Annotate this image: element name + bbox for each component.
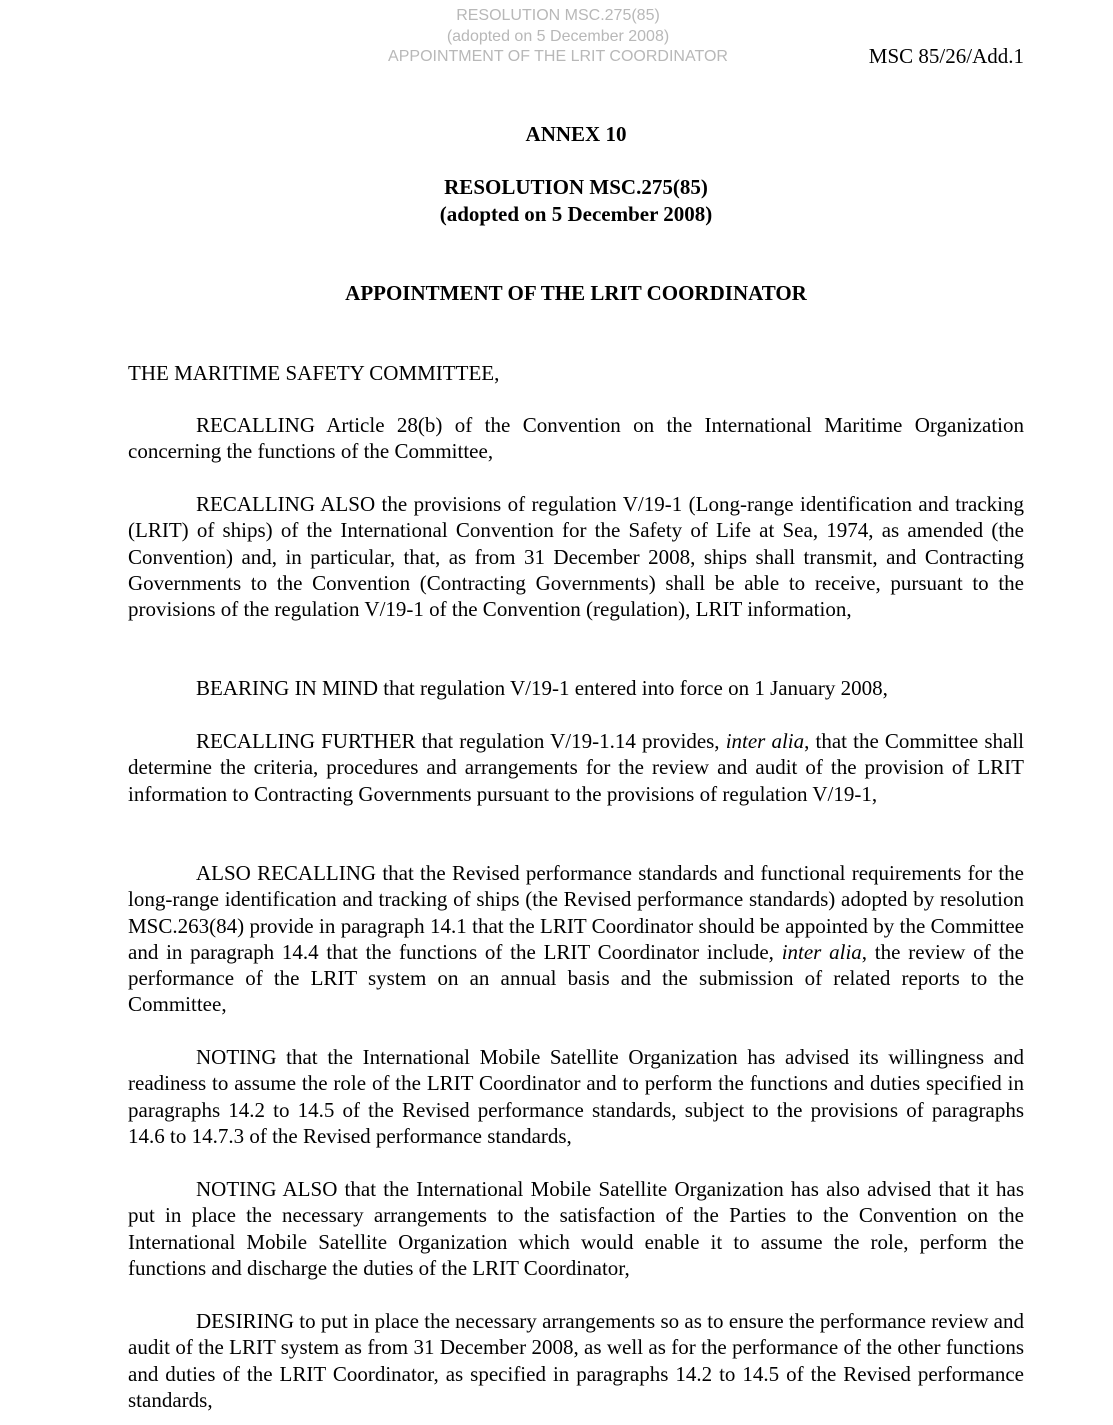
- resolution-subject: APPOINTMENT OF THE LRIT COORDINATOR: [345, 281, 807, 305]
- paragraph-bearing-in-mind: BEARING IN MIND that regulation V/19-1 entered into force on 1 January 2008,: [196, 676, 888, 700]
- paragraph-also-recalling-text-a: ALSO RECALLING that the Revised performance standards and functional requirements for the long-range identification and tracking of ships (the Revised performance standards) adopted by resolution MSC.263(84) provide in paragraph 14.1 that the LRIT Coordinator should be appointed by the Committee and in paragraph 14.4 that the functions of the LRIT Coordinator include,: [128, 861, 1024, 964]
- paragraph-desiring: DESIRING to put in place the necessary arrangements so as to ensure the performance review and audit of the LRIT system as from 31 December 2008, as well as for the performance of the other functions and duties of the LRIT Coordinator, as specified in paragraphs 14.2 to 14.5 of the Revised performance standards,: [128, 1309, 1024, 1412]
- paragraph-also-recalling: [128, 860, 1024, 1018]
- watermark-line-adopted: (adopted on 5 December 2008): [446, 27, 670, 45]
- resolution-number: RESOLUTION MSC.275(85): [444, 175, 708, 199]
- document-reference: MSC 85/26/Add.1: [868, 44, 1024, 68]
- paragraph-recalling: RECALLING Article 28(b) of the Convention on the International Maritime Organization concerning the functions of the Committee,: [128, 413, 1024, 464]
- paragraph-recalling-further-text-a: RECALLING FURTHER that regulation V/19-1.14 provides,: [196, 729, 726, 753]
- paragraph-recalling-also: RECALLING ALSO the provisions of regulation V/19-1 (Long-range identification and tracking (LRIT) of ships) of the International Convention for the Safety of Life at Sea, 1974, as amended (the Convention) and, in particular, that, as from 31 December 2008, ships shall transmit, and Contracting Governments to the Convention (Contracting Governments) shall be able to receive, pursuant to the provisions of the regulation V/19-1 of the Convention (regulation), LRIT information,: [128, 492, 1024, 622]
- adoption-date: (adopted on 5 December 2008): [439, 202, 713, 226]
- opening-statement: THE MARITIME SAFETY COMMITTEE,: [128, 361, 500, 385]
- watermark-line-subject: APPOINTMENT OF THE LRIT COORDINATOR: [388, 48, 728, 65]
- annex-title: ANNEX 10: [525, 122, 627, 146]
- watermark-line-resolution: RESOLUTION MSC.275(85): [456, 7, 660, 24]
- resolution-heading: [128, 174, 1024, 228]
- inter-alia-italic: inter alia: [781, 939, 862, 964]
- paragraph-also-recalling-text-c: , the review of the performance of the LRIT system on an annual basis and the submission of related reports to the Committee,: [128, 939, 1024, 1017]
- paragraph-recalling-further: [128, 728, 1024, 807]
- inter-alia-italic: inter alia: [725, 729, 805, 753]
- paragraph-noting-also: NOTING ALSO that the International Mobile Satellite Organization has also advised that it has put in place the necessary arrangements to the satisfaction of the Parties to the Convention on the International Mobile Satellite Organization which would enable it to assume the role, perform the functions and discharge the duties of the LRIT Coordinator,: [128, 1177, 1024, 1280]
- header-watermark: [358, 6, 758, 68]
- paragraph-recalling-further-text-c: , that the Committee shall determine the criteria, procedures and arrangements for the review and audit of the provision of LRIT information to Contracting Governments pursuant to the provisions of regulation V/19-1,: [128, 729, 1024, 806]
- paragraph-noting: NOTING that the International Mobile Satellite Organization has advised its willingness and readiness to assume the role of the LRIT Coordinator and to perform the functions and duties specified in paragraphs 14.2 to 14.5 of the Revised performance standards, subject to the provisions of paragraphs 14.6 to 14.7.3 of the Revised performance standards,: [128, 1045, 1024, 1148]
